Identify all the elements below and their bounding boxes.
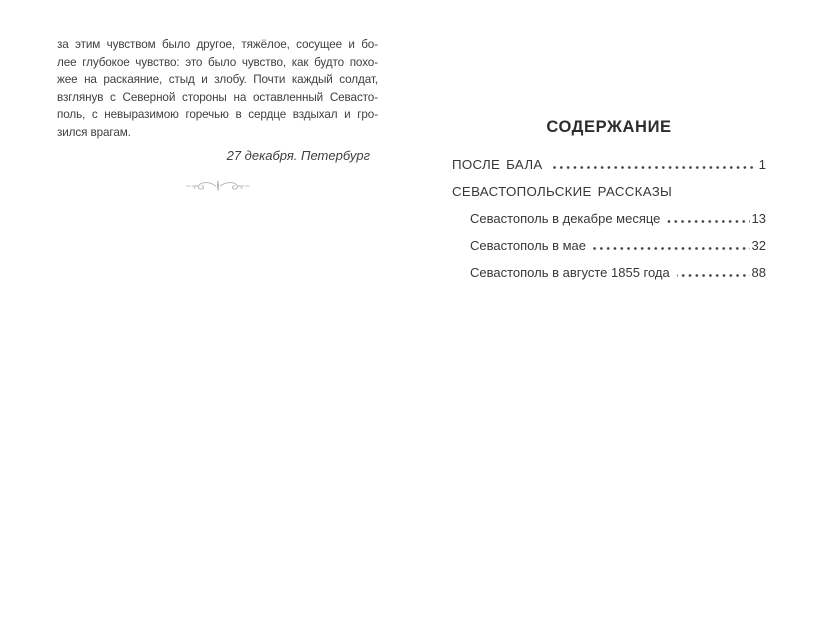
toc-dot-leader [667,220,749,223]
table-of-contents [452,151,766,286]
paragraph-line: лее глубокое чувство: это было чувство, как будто похо- [57,55,378,69]
toc-page-number: 1 [758,157,766,172]
toc-page-number: 88 [751,265,766,280]
paragraph-line: поль, с невыразимою горечью в сердце вздыхал и гро- [57,108,378,121]
flourish-icon [57,179,378,198]
toc-entry [452,151,766,178]
toc-entry-label: СЕВАСТОПОЛЬСКИЕ РАССКАЗЫ [452,184,673,199]
toc-dot-leader [550,166,757,169]
paragraph-line: взглянув с Северной стороны на оставленный Севасто- [57,90,378,104]
paragraph-line: жее на раскаяние, стыд и злобу. Почти каждый солдат, [57,73,378,86]
paragraph [57,36,378,141]
toc-entry-label: ПОСЛЕ БАЛА [452,157,543,172]
paragraph-line: зился врагам. [57,125,131,139]
paragraph-line: за этим чувством было другое, тяжёлое, сосущее и бо- [57,38,378,51]
toc-entry [452,205,766,232]
toc-section-heading [452,178,766,205]
toc-entry [452,232,766,259]
toc-page-number: 13 [751,211,766,226]
left-page [57,36,378,198]
toc-page-number: 32 [751,238,766,253]
toc-dot-leader [677,274,750,277]
toc-entry-label: Севастополь в декабре месяце [470,211,661,226]
dateline: 27 декабря. Петербург [226,148,370,163]
toc-entry [452,259,766,286]
toc-dot-leader [593,247,750,250]
toc-heading: СОДЕРЖАНИЕ [546,118,672,136]
right-page [452,118,766,286]
toc-entry-label: Севастополь в мае [470,238,587,253]
toc-entry-label: Севастополь в августе 1855 года [470,265,670,280]
